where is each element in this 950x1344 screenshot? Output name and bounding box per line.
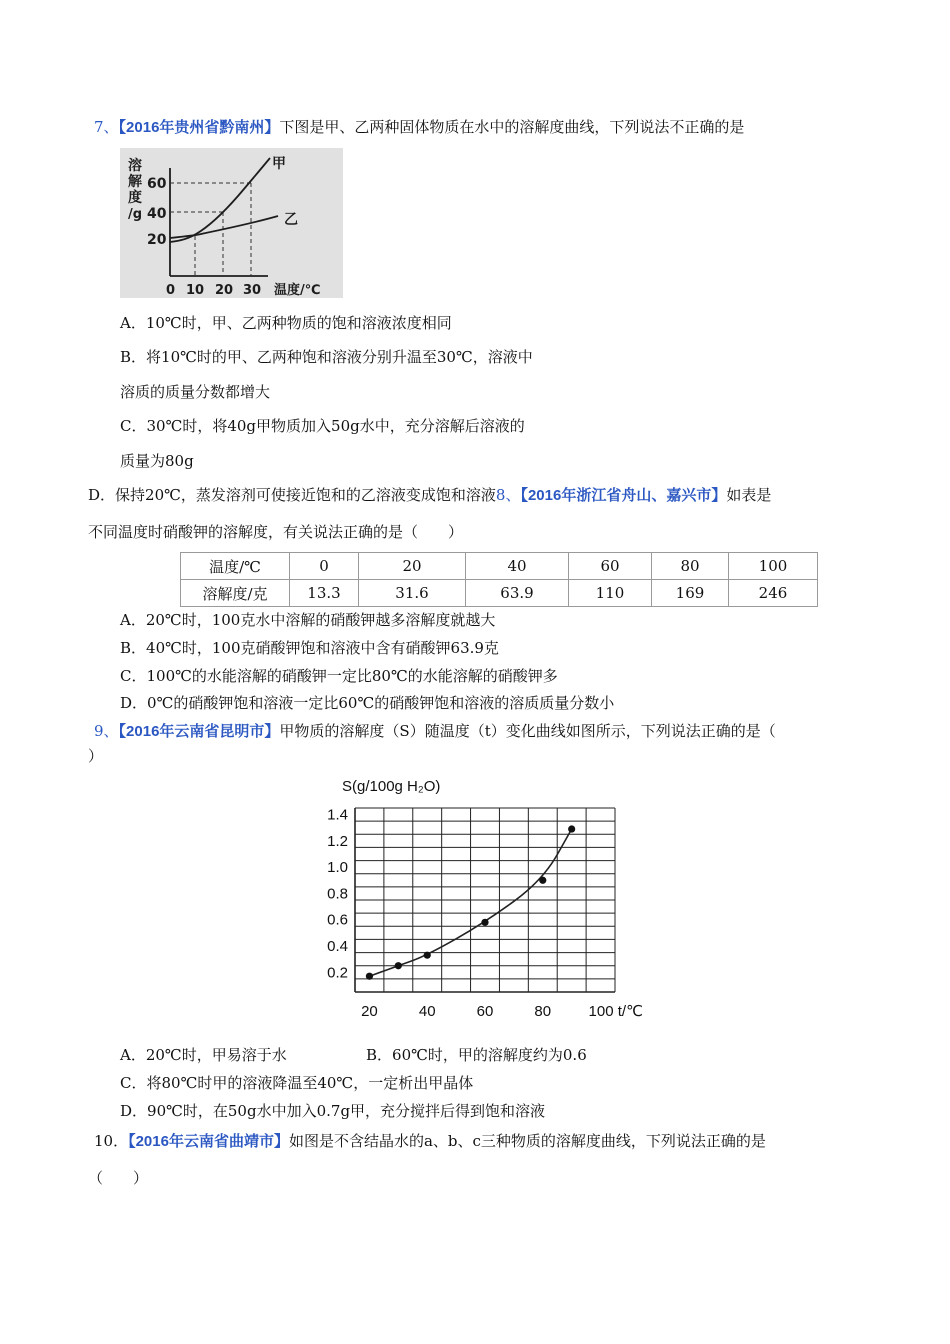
q9-number: 9、: [94, 722, 119, 740]
q8-option-d: D．0℃的硝酸钾饱和溶液一定比60℃的硝酸钾饱和溶液的溶质质量分数小: [120, 694, 615, 712]
data-point: [366, 973, 373, 980]
q8-option-b: B．40℃时，100克硝酸钾饱和溶液中含有硝酸钾63.9克: [120, 639, 499, 657]
x-tick-label: 20: [361, 1003, 378, 1020]
table-cell: 80: [652, 553, 729, 580]
data-point: [539, 877, 546, 884]
q7-ylabel-2: 解: [128, 174, 142, 190]
q9-stem-1: 甲物质的溶解度（S）随温度（t）变化曲线如图所示，下列说法正确的是（: [279, 722, 776, 740]
data-point: [481, 919, 488, 926]
table-cell: 温度/℃: [181, 553, 290, 580]
q10-stem: [94, 1131, 766, 1152]
q7-x0: 0: [166, 283, 176, 298]
y-tick-label: 0.8: [327, 885, 348, 903]
q8-source: 【2016年浙江省舟山、嘉兴市】: [520, 487, 727, 504]
q7-y40: 40: [147, 206, 167, 222]
table-cell: 60: [569, 553, 652, 580]
y-tick-label: 0.6: [327, 911, 348, 929]
q8-number: 8、: [495, 486, 521, 504]
q7-x20: 20: [215, 283, 234, 298]
y-tick-label: 0.4: [327, 938, 348, 955]
q8-solubility-table: [180, 552, 818, 607]
table-cell: 溶解度/克: [181, 580, 290, 607]
q7-solubility-figure: [120, 148, 343, 298]
q9-option-c: C．将80℃时甲的溶液降温至40℃，一定析出甲晶体: [120, 1074, 474, 1092]
q7-ylabel-3: 度: [128, 190, 142, 206]
y-tick-label: 1.2: [327, 832, 348, 850]
q7-ylabel-1: 溶: [128, 158, 142, 174]
q7-series-yi: 乙: [284, 212, 298, 228]
y-tick-label: 1.0: [327, 859, 348, 877]
q7-y20: 20: [147, 232, 167, 248]
q10-stem-text: 如图是不含结晶水的a、b、c三种物质的溶解度曲线，下列说法正确的是: [288, 1132, 766, 1150]
q7-x10: 10: [186, 283, 205, 298]
q7-option-a: A．10℃时，甲、乙两种物质的饱和溶液浓度相同: [120, 314, 452, 332]
table-cell: 0: [290, 553, 359, 580]
q10-blank: （ ）: [88, 1169, 149, 1187]
x-tick-label: 100 t/℃: [588, 1003, 643, 1020]
data-point: [568, 825, 575, 832]
table-cell: 13.3: [290, 580, 359, 607]
q7-y60: 60: [147, 176, 167, 192]
q8-option-c: C．100℃的水能溶解的硝酸钾一定比80℃的水能溶解的硝酸钾多: [120, 667, 558, 685]
data-point: [424, 952, 431, 959]
data-point: [395, 962, 402, 969]
x-tick-label: 40: [418, 1003, 436, 1020]
q7-series-jia: 甲: [272, 156, 286, 172]
table-cell: 246: [729, 580, 818, 607]
q7-number: 7、: [94, 118, 119, 136]
table-cell: 100: [729, 553, 818, 580]
q10-number: 10．: [94, 1132, 129, 1150]
q7-option-b-1: B．将10℃时的甲、乙两种饱和溶液分别升温至30℃，溶液中: [120, 348, 533, 366]
q7-stem: [94, 117, 744, 138]
table-cell: 169: [652, 580, 729, 607]
q9-chart: [308, 770, 658, 1036]
x-tick-label: 60: [476, 1003, 494, 1020]
q7-option-d: D．保持20℃，蒸发溶剂可使接近饱和的乙溶液变成饱和溶液: [88, 486, 496, 504]
q7-xlabel: 温度/℃: [274, 283, 321, 298]
q9-option-d: D．90℃时，在50g水中加入0.7g甲，充分搅拌后得到饱和溶液: [120, 1102, 546, 1120]
q8-stem-1: 如表是: [726, 486, 772, 504]
q9-option-a: A．20℃时，甲易溶于水: [120, 1046, 287, 1064]
q7-x30: 30: [243, 283, 262, 298]
q9-stem-2: ）: [88, 747, 104, 765]
q7-d-and-q8-stem: [88, 485, 771, 506]
table-cell: 20: [359, 553, 466, 580]
table-cell: 31.6: [359, 580, 466, 607]
y-tick-label: 0.2: [327, 964, 348, 982]
q7-option-b-2: 溶质的质量分数都增大: [120, 383, 271, 401]
q9-option-b: B．60℃时，甲的溶解度约为0.6: [366, 1046, 587, 1064]
table-cell: 63.9: [466, 580, 569, 607]
table-cell: 40: [466, 553, 569, 580]
table-row: [181, 580, 818, 607]
q7-ylabel-4: /g: [128, 207, 143, 222]
table-row: [181, 553, 818, 580]
x-tick-label: 80: [534, 1003, 552, 1020]
q9-source: 【2016年云南省昆明市】: [118, 723, 280, 740]
q10-source: 【2016年云南省曲靖市】: [128, 1133, 289, 1150]
y-tick-label: 1.4: [327, 806, 348, 824]
q7-stem-text: 下图是甲、乙两种固体物质在水中的溶解度曲线，下列说法不正确的是: [279, 118, 745, 136]
q7-source: 【2016年贵州省黔南州】: [118, 119, 280, 136]
q8-stem-2: 不同温度时硝酸钾的溶解度，有关说法正确的是（ ）: [88, 523, 464, 541]
q8-option-a: A．20℃时，100克水中溶解的硝酸钾越多溶解度就越大: [120, 611, 496, 629]
q7-option-c-1: C．30℃时，将40g甲物质加入50g水中，充分溶解后溶液的: [120, 417, 525, 435]
q7-option-c-2: 质量为80g: [120, 452, 194, 470]
table-cell: 110: [569, 580, 652, 607]
q9-stem: [94, 721, 776, 742]
chart-title: S(g/100g H₂O): [342, 778, 441, 795]
